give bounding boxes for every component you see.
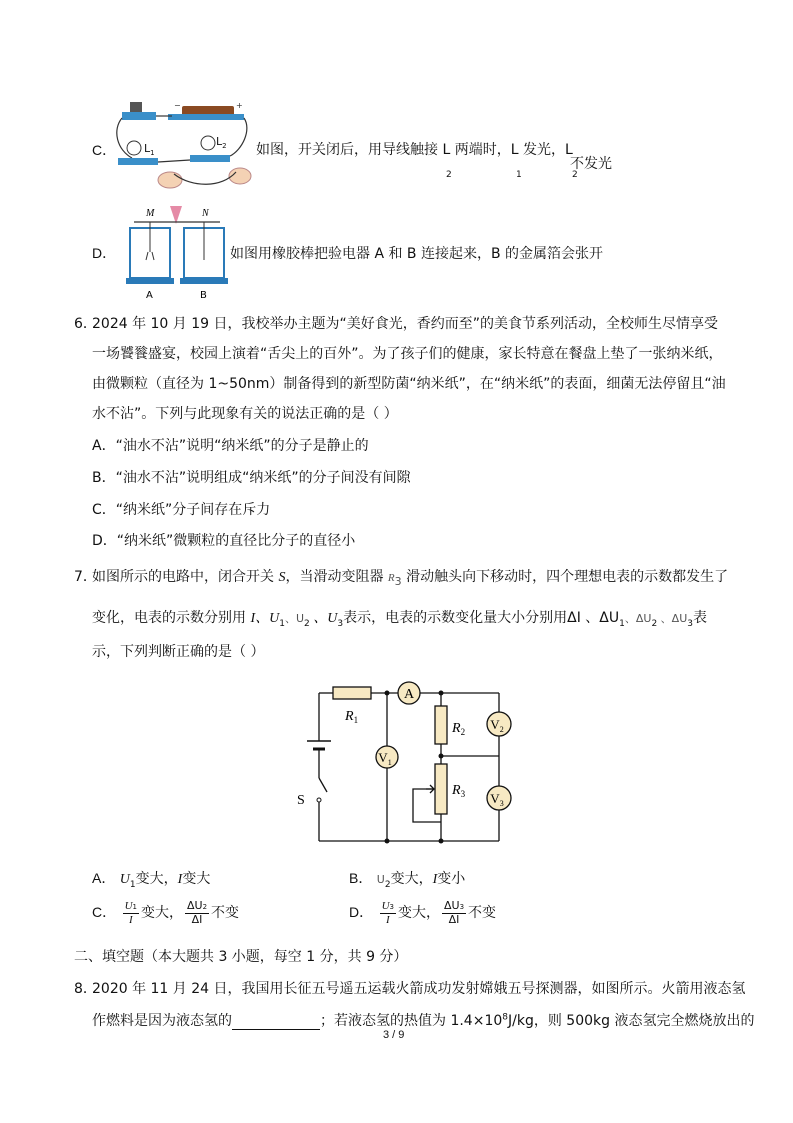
q7-u1: 、U bbox=[255, 611, 280, 626]
switch-base bbox=[122, 112, 156, 120]
q7-option-c-fnumsub: 1 bbox=[132, 903, 137, 911]
option-c-tail: 不发光 bbox=[570, 156, 612, 172]
q7-circuit-diagram bbox=[295, 676, 520, 846]
q7-option-d-fraction-1 bbox=[380, 900, 396, 926]
q6-option-a: A．“油水不沾”说明“纳米纸”的分子是静止的 bbox=[92, 438, 369, 454]
q7-option-c-fraction-1 bbox=[123, 900, 139, 926]
q7-u1-sub: 1 bbox=[279, 619, 285, 629]
q8-number: 8． bbox=[74, 981, 97, 997]
q7-du3-sub: 3 bbox=[687, 619, 693, 629]
q6-line-2: 一场饕餮盛宴，校园上演着“舌尖上的百外”。为了孩子们的健康，家长特意在餐盘上垫了一张纳米纸， bbox=[92, 346, 723, 362]
q6-line-1: 2024 年 10 月 19 日，我校举办主题为“美好食光，香约而至”的美食节系列活动，全校师生尽情享受 bbox=[92, 316, 719, 332]
r3-sub: 3 bbox=[460, 789, 466, 799]
svg-text:L2 bbox=[216, 135, 227, 150]
q7-option-a-letter: A． bbox=[92, 870, 116, 886]
q7-du3: 、ΔU bbox=[657, 612, 688, 625]
svg-text:R3 bbox=[451, 783, 466, 799]
switch-s-label: S bbox=[297, 793, 305, 808]
electroscope-figure-d bbox=[124, 204, 230, 302]
v3-sub: 3 bbox=[499, 799, 504, 808]
fig-n-label: N bbox=[202, 208, 209, 219]
q6-line-3: 由微颗粒（直径为 1~50nm）制备得到的新型防菌“纳米纸”，在“纳米纸”的表面，细菌无法停留且“油 bbox=[92, 376, 726, 392]
q7-du2: 、ΔU bbox=[624, 612, 652, 625]
q7-line1-b: ，当滑动变阻器 bbox=[285, 569, 388, 585]
q7-number: 7． bbox=[74, 569, 97, 585]
left-hand bbox=[158, 172, 182, 188]
q8-answer-blank[interactable] bbox=[232, 1015, 320, 1030]
q7-u3: 、U bbox=[309, 611, 338, 626]
q7-line2-e: 表示，电表的示数变化量大小分别用ΔI 、ΔU bbox=[343, 610, 620, 626]
option-c-text bbox=[256, 139, 573, 159]
lamp1-base bbox=[118, 158, 158, 165]
q7-option-c bbox=[92, 900, 239, 926]
q7-option-b-usub: 2 bbox=[384, 880, 391, 890]
page-number: 3 / 9 bbox=[383, 1029, 405, 1041]
v2-label: V bbox=[490, 717, 500, 732]
fig-l2-sub: 2 bbox=[222, 142, 227, 150]
option-c-sub1: 2 bbox=[446, 170, 452, 180]
svg-text:+: + bbox=[236, 101, 243, 110]
q7-line-1 bbox=[92, 566, 728, 586]
svg-text:L1 bbox=[144, 142, 155, 157]
switch-handle bbox=[130, 102, 142, 112]
q7-line2-a: 变化，电表的示数分别用 bbox=[92, 610, 251, 626]
section-2-title: 二、填空题（本大题共 3 小题，每空 1 分，共 9 分） bbox=[74, 949, 408, 965]
option-c-sub3: 2 bbox=[572, 170, 578, 180]
q7-option-d-letter: D． bbox=[349, 904, 374, 920]
q7-option-b-tail: 变小 bbox=[437, 871, 466, 887]
q8-line2-a: 作燃料是因为液态氢的 bbox=[92, 1013, 232, 1029]
resistor-r1 bbox=[333, 687, 371, 699]
svg-text:−: − bbox=[174, 101, 181, 110]
r1-sub: 1 bbox=[353, 715, 359, 725]
q7-line2-h: 表 bbox=[692, 610, 707, 626]
q7-option-d-mid: 变大， bbox=[398, 905, 440, 921]
q6-line-4: 水不沾”。下列与此现象有关的说法正确的是（ ） bbox=[92, 406, 398, 422]
q7-line-2 bbox=[92, 607, 707, 627]
fig-a-label: A bbox=[146, 290, 153, 301]
q8-line2-c: J/kg，则 500kg 液态氢完全燃烧放出的 bbox=[508, 1013, 755, 1029]
q7-u2-sub: 2 bbox=[304, 619, 310, 629]
fig-m-label: M bbox=[146, 208, 155, 219]
q7-option-c-letter: C． bbox=[92, 904, 117, 920]
rheostat-slider-arrow bbox=[426, 785, 434, 793]
q7-option-d-gnumsub: 3 bbox=[459, 903, 465, 911]
q6-number: 6． bbox=[74, 316, 97, 332]
q7-option-a-i: I bbox=[177, 872, 183, 887]
resistor-r2 bbox=[435, 706, 447, 744]
option-c-sub2: 1 bbox=[516, 170, 522, 180]
lamp2-base bbox=[190, 155, 230, 162]
q7-option-c-fden: I bbox=[128, 914, 133, 926]
option-d-text: 如图用橡胶棒把验电器 A 和 B 连接起来，B 的金属箔会张开 bbox=[230, 246, 604, 262]
q7-i: I bbox=[250, 611, 256, 626]
q7-option-b-i: I bbox=[432, 872, 438, 887]
q7-option-b-mid: 变大， bbox=[390, 871, 433, 887]
svg-text:R1 bbox=[344, 709, 358, 725]
q7-option-b-u: U bbox=[376, 873, 385, 886]
q7-option-b-letter: B． bbox=[349, 870, 373, 886]
q7-line1-a: 如图所示的电路中，闭合开关 bbox=[92, 569, 279, 585]
lamp2-bulb bbox=[201, 136, 215, 150]
q7-switch-s: S bbox=[278, 570, 286, 585]
q7-u2: 、U bbox=[284, 612, 305, 625]
r3-label: R bbox=[452, 783, 461, 798]
ammeter-label: A bbox=[403, 687, 415, 702]
v3-label: V bbox=[490, 791, 500, 806]
lamp1-bulb bbox=[127, 141, 141, 155]
fig-b-label: B bbox=[200, 290, 207, 301]
q7-option-d-fnum: U bbox=[381, 900, 390, 912]
q7-du1-sub: 1 bbox=[619, 619, 625, 629]
q7-option-d-gnum: ΔU bbox=[444, 899, 460, 912]
q7-option-c-fraction-2 bbox=[185, 900, 209, 926]
option-c-letter: C． bbox=[92, 142, 117, 158]
q7-option-d-gden: ΔI bbox=[448, 913, 460, 926]
q7-option-a-tail: 变大 bbox=[182, 871, 211, 887]
rubber-rod bbox=[170, 206, 182, 224]
q7-r3: R bbox=[387, 572, 395, 584]
q8-exponent: 8 bbox=[502, 1012, 508, 1023]
r1-label: R bbox=[345, 709, 354, 724]
q7-option-c-gden: ΔI bbox=[191, 913, 203, 926]
fig-l1-sub: 1 bbox=[150, 149, 155, 157]
v1-sub: 1 bbox=[387, 758, 392, 767]
q7-option-c-mid: 变大， bbox=[141, 905, 183, 921]
q7-option-d bbox=[349, 900, 496, 926]
q8-line-2 bbox=[92, 1010, 754, 1030]
q6-option-c: C．“纳米纸”分子间存在斥力 bbox=[92, 502, 271, 518]
q7-option-a-u: U bbox=[119, 872, 130, 887]
v1-label: V bbox=[378, 750, 388, 765]
q6-option-d: D．“纳米纸”微颗粒的直径比分子的直径小 bbox=[92, 533, 356, 549]
r2-label: R bbox=[452, 721, 461, 736]
circuit-figure-c bbox=[112, 100, 257, 192]
q7-option-a bbox=[92, 868, 210, 888]
battery-base bbox=[168, 114, 244, 120]
q7-option-c-gnum: ΔU bbox=[187, 899, 203, 912]
option-d-letter: D． bbox=[92, 245, 117, 261]
q7-option-c-gnumsub: 2 bbox=[202, 903, 208, 911]
svg-text:R2 bbox=[451, 721, 465, 737]
v2-sub: 2 bbox=[499, 725, 504, 734]
q7-option-c-tail: 不变 bbox=[211, 905, 240, 921]
q7-option-d-fraction-2 bbox=[442, 900, 466, 926]
q7-r3-sub: 3 bbox=[394, 575, 402, 588]
q8-line-1: 2020 年 11 月 24 日，我国用长征五号遥五运载火箭成功发射嫦娥五号探测器，如图所示。火箭用液态氢 bbox=[92, 981, 746, 997]
q6-option-b: B．“油水不沾”说明组成“纳米纸”的分子间没有间隙 bbox=[92, 470, 411, 486]
fig-l1-label: L bbox=[144, 142, 151, 155]
q7-line-3: 示，下列判断正确的是（ ） bbox=[92, 644, 265, 660]
q7-option-a-usub: 1 bbox=[129, 880, 136, 890]
switch-s bbox=[319, 778, 327, 792]
option-c-main: 如图，开关闭后，用导线触接 L 两端时，L 发光，L bbox=[256, 142, 573, 158]
q8-line2-b: ；若液态氢的热值为 1.4×10 bbox=[320, 1013, 503, 1029]
q7-option-d-fnumsub: 3 bbox=[389, 903, 394, 911]
q7-du2-sub: 2 bbox=[651, 619, 658, 629]
rheostat-r3 bbox=[435, 764, 447, 814]
q7-option-a-mid: 变大， bbox=[135, 871, 178, 887]
r2-sub: 2 bbox=[460, 727, 466, 737]
q7-option-c-fnum: U bbox=[124, 900, 133, 912]
q7-line1-c: 滑动触头向下移动时，四个理想电表的示数都发生了 bbox=[401, 569, 729, 585]
q7-option-d-fden: I bbox=[385, 914, 390, 926]
q7-u3-sub: 3 bbox=[337, 619, 344, 629]
fig-l2-label: L bbox=[216, 135, 223, 148]
q7-option-b bbox=[349, 868, 465, 888]
q7-option-d-tail: 不变 bbox=[468, 905, 497, 921]
